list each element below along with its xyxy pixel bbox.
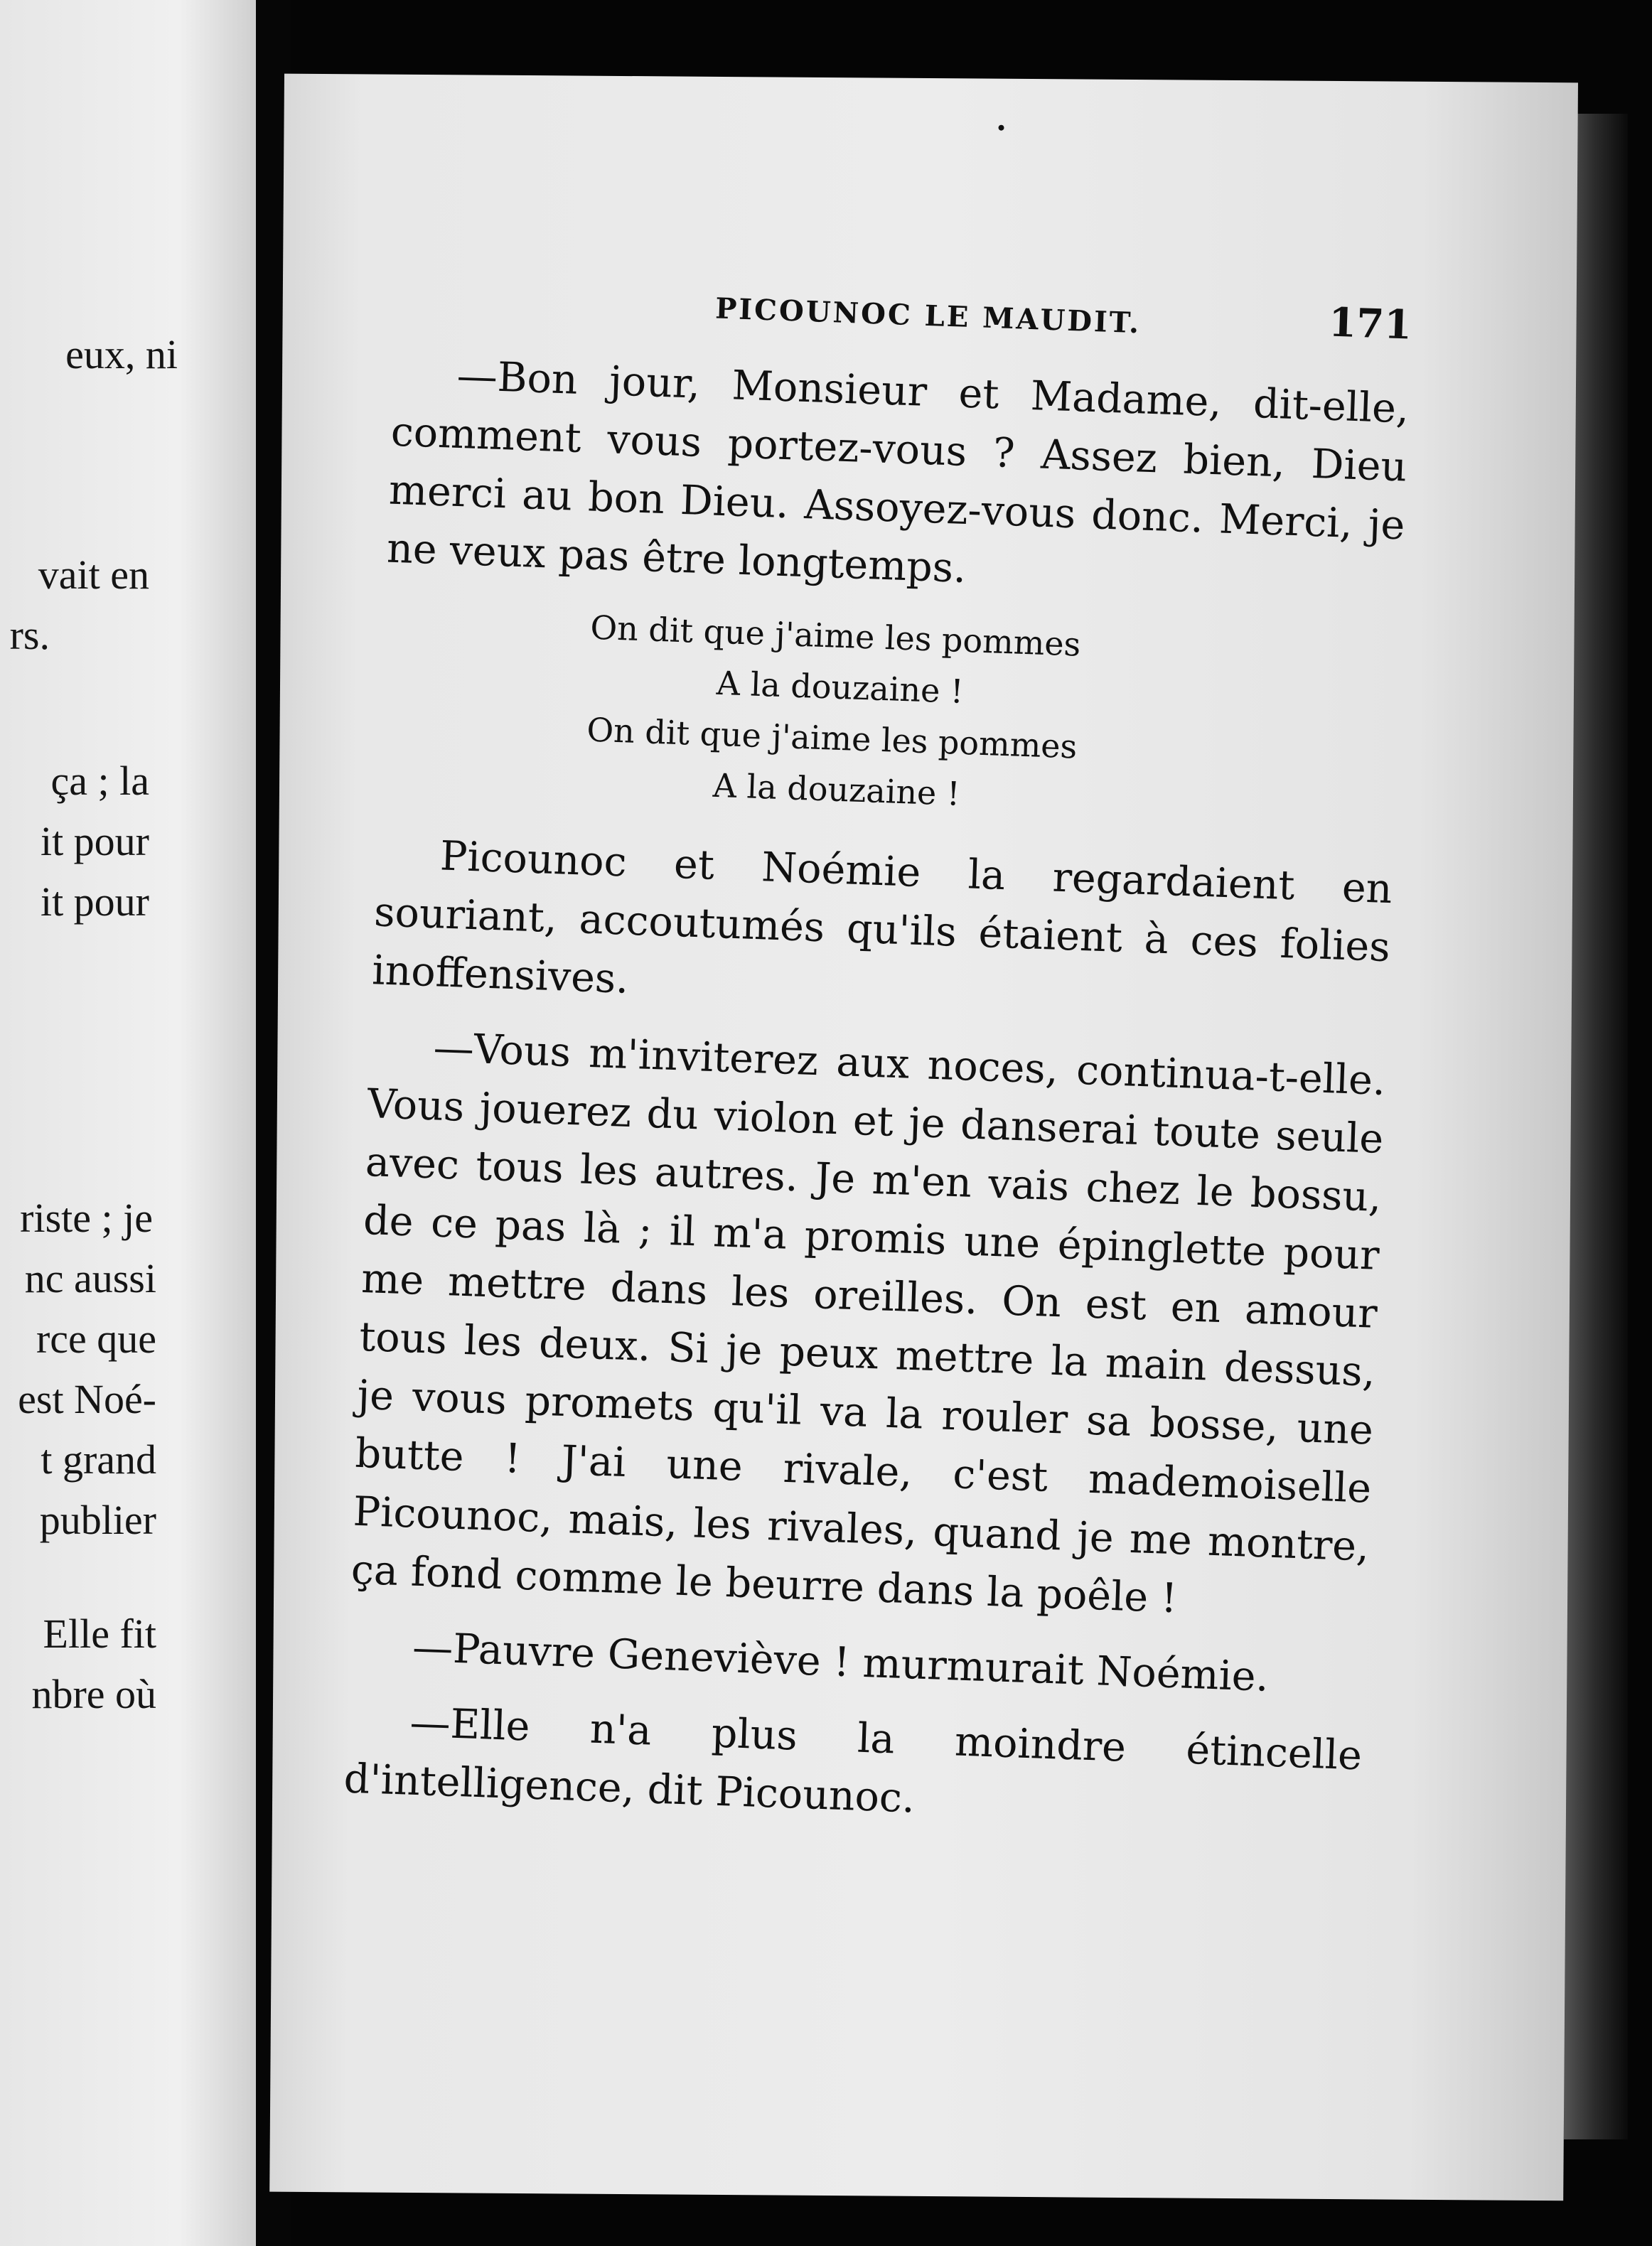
left-fragment: eux, ni [65,331,178,377]
left-fragment: vait en [38,552,149,598]
left-fragment: nc aussi [24,1255,156,1301]
left-fragment: est Noé- [18,1376,156,1422]
left-fragment: t grand [41,1436,156,1483]
song-verse [378,594,1401,834]
page [269,74,1578,2201]
left-fragment: Elle fit [43,1611,156,1657]
left-fragment: riste ; je [20,1195,153,1241]
previous-page [0,0,256,2246]
left-fragment: it pour [40,878,149,925]
paragraph: —Elle n'a plus la moindre étincelle d'intelligence, dit Picounoc. [343,1699,1363,1822]
verse-line: A la douzaine ! [716,663,965,711]
previous-page-text [0,0,256,2246]
left-fragment: nbre où [31,1671,156,1717]
speck [998,125,1004,131]
verse-line: On dit que j'aime les pommes [589,608,1082,664]
verse-line: On dit que j'aime les pommes [586,710,1078,766]
paragraph: Picounoc et Noémie la regardaient en souriant, accoutumés qu'ils étaient à ces folies inoffensives. [371,832,1393,1003]
verse-line: A la douzaine ! [712,765,961,813]
left-fragment: rce que [36,1316,156,1362]
left-fragment: publier [39,1497,156,1543]
page-number: 171 [1328,299,1413,349]
left-fragment: rs. [9,612,50,658]
running-head: PICOUNOC LE MAUDIT. [714,291,1142,340]
paragraph: —Pauvre Geneviève ! murmurait Noémie. [412,1623,1270,1701]
page-content [343,267,1413,1861]
paragraph: —Bon jour, Monsieur et Madame, dit-elle, comment vous portez-vous ? Assez bien, Dieu merci au bon Dieu. Assoyez-vous donc. Merci, je ne veux pas être longtemps. [386,352,1410,592]
left-fragment: ça ; la [50,758,149,804]
left-fragment: it pour [40,818,149,864]
paragraph: —Vous m'inviterez aux noces, continua-t-elle. Vous jouerez du violon et je danserai toute seule avec tous les autres. Je m'en vais chez le bossu, de ce pas là ; il m'a promis une épinglette pour me mettre dans les oreilles. On est en amour tous les deux. Si je peux mettre la main dessus, je vous promets qu'il va la rouler sa bosse, une butte ! J'ai une rivale, c'est mademoiselle Picounoc, mais, les rivales, quand je me montre, ça fond comme le beurre dans la poêle ! [350,1024,1387,1623]
